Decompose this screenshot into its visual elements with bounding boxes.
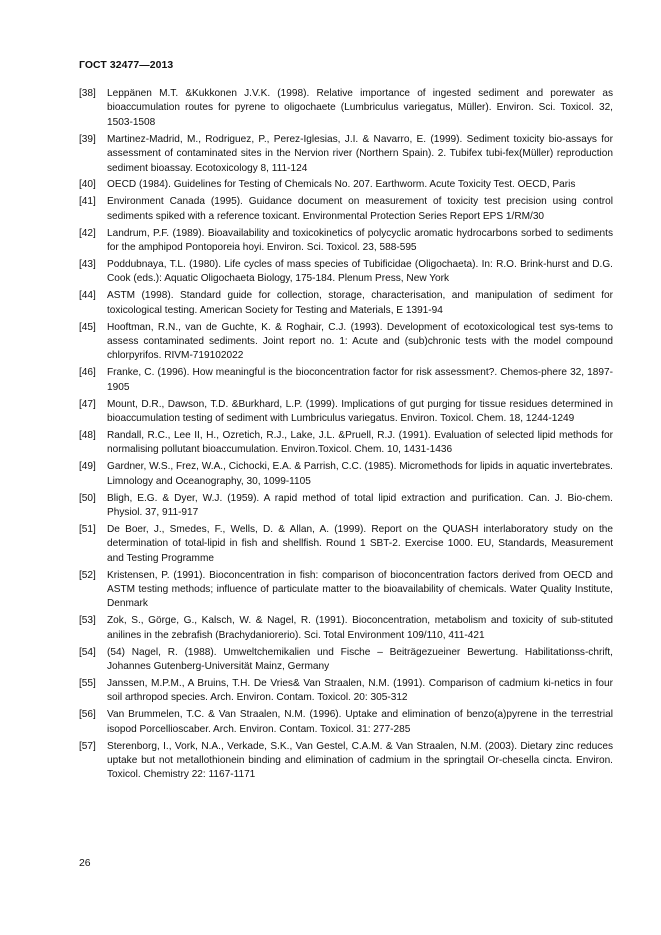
reference-item bbox=[79, 523, 613, 566]
reference-number: [54] bbox=[79, 646, 96, 658]
reference-item bbox=[79, 708, 613, 737]
reference-item bbox=[79, 133, 613, 176]
reference-number: [56] bbox=[79, 709, 96, 721]
reference-number: [53] bbox=[79, 615, 96, 627]
reference-item bbox=[79, 195, 613, 224]
reference-item bbox=[79, 87, 613, 130]
reference-item bbox=[79, 492, 613, 521]
reference-number: [48] bbox=[79, 429, 96, 441]
reference-text: Leppänen M.T. &Kukkonen J.V.K. (1998). Relative importance of ingested sediment and porewater as bioaccumulation routes for pyrene to oligochaete (Lumbriculus variegatus, Müller). Environ. Sci. Toxicol. 32, 1503-1508 bbox=[107, 88, 613, 128]
reference-text: Janssen, M.P.M., A Bruins, T.H. De Vries& Van Straalen, N.M. (1991). Comparison of cadmium ki-netics in four soil arthropod species. Arch. Environ. Contam. Toxicol. 20: 305-312 bbox=[107, 677, 613, 704]
reference-text: Sterenborg, I., Vork, N.A., Verkade, S.K., Van Gestel, C.A.M. & Van Straalen, N.M. (2003). Dietary zinc reduces uptake but not metallothionein binding and elimination of cadmium in the springtail Or-chesella cincta. Environ. Toxicol. Chemistry 22: 1167-1171 bbox=[107, 740, 613, 781]
reference-number: [40] bbox=[79, 179, 96, 191]
page-number: 26 bbox=[79, 858, 91, 869]
reference-number: [39] bbox=[79, 133, 96, 145]
reference-item bbox=[79, 227, 613, 256]
reference-item bbox=[79, 258, 613, 287]
reference-text: ASTM (1998). Standard guide for collection, storage, characterisation, and manipulation of sediment for toxicological testing. American Society for Testing and Materials, E 1391-94 bbox=[107, 290, 613, 316]
reference-number: [51] bbox=[79, 523, 96, 535]
reference-text: Environment Canada (1995). Guidance document on measurement of toxicity test precision using control sediments spiked with a reference toxicant. Environmental Protection Series Report EPS 1/RM/30 bbox=[107, 196, 613, 222]
reference-number: [43] bbox=[79, 258, 96, 270]
reference-item bbox=[79, 289, 613, 318]
document-header: ГОСТ 32477—2013 bbox=[79, 60, 174, 71]
reference-item bbox=[79, 460, 613, 489]
reference-text: Kristensen, P. (1991). Bioconcentration in fish: comparison of bioconcentration factors derived from OECD and ASTM testing methods; influence of particulate matter to the bioavailability of chemicals. Water Quality Institute, Denmark bbox=[107, 569, 613, 610]
reference-text: Martinez-Madrid, M., Rodriguez, P., Perez-Iglesias, J.I. & Navarro, E. (1999). Sediment toxicity bio-assays for assessment of contaminated sites in the Nervion river (Northern Spain). 2. Tubifex tubi-fex(Müller) reproduction sediment bioassay. Ecotoxicology 8, 111-124 bbox=[107, 133, 613, 174]
reference-item bbox=[79, 614, 613, 643]
reference-text: Poddubnaya, T.L. (1980). Life cycles of mass species of Tubificidae (Oligochaeta). In: R.O. Brink-hurst and D.G. Cook (eds.): Aquatic Oligochaeta Biology, 175-184. Plenum Press, New York bbox=[107, 258, 613, 285]
reference-text: Mount, D.R., Dawson, T.D. &Burkhard, L.P. (1999). Implications of gut purging for tissue residues determined in bioaccumulation testing of sediment with Lumbriculus variegatus. Environ. Toxicol. Chem. 18, 1244-1249 bbox=[107, 398, 613, 425]
reference-list bbox=[79, 87, 613, 785]
reference-number: [49] bbox=[79, 461, 96, 473]
reference-number: [57] bbox=[79, 740, 96, 752]
reference-item bbox=[79, 740, 613, 783]
reference-item bbox=[79, 569, 613, 612]
reference-number: [45] bbox=[79, 321, 96, 333]
reference-number: [50] bbox=[79, 492, 96, 504]
reference-item bbox=[79, 429, 613, 458]
reference-text: De Boer, J., Smedes, F., Wells, D. & Allan, A. (1999). Report on the QUASH interlaboratory study on the determination of total-lipid in fish and shellfish. Round 1 SBT-2. Exercise 1000. EU, Standards, Measurement and Testing Programme bbox=[107, 523, 613, 564]
reference-number: [46] bbox=[79, 367, 96, 379]
reference-text: Van Brummelen, T.C. & Van Straalen, N.M. (1996). Uptake and elimination of benzo(a)pyrene in the terrestrial isopod Porcellioscaber. Arch. Environ. Contam. Toxicol. 31: 277-285 bbox=[107, 709, 613, 735]
reference-item bbox=[79, 321, 613, 364]
reference-text: Hooftman, R.N., van de Guchte, K. & Roghair, C.J. (1993). Development of ecotoxicological test sys-tems to assess contaminated sediments. Joint report no. 1: Acute and (sub)chronic tests with the model compound chlorpyrifos. RIVM-719102022 bbox=[107, 321, 613, 362]
reference-number: [41] bbox=[79, 196, 96, 208]
reference-text: Bligh, E.G. & Dyer, W.J. (1959). A rapid method of total lipid extraction and purification. Can. J. Bio-chem. Physiol. 37, 911-917 bbox=[107, 492, 613, 518]
reference-number: [44] bbox=[79, 290, 96, 302]
reference-number: [52] bbox=[79, 569, 96, 581]
reference-text: OECD (1984). Guidelines for Testing of Chemicals No. 207. Earthworm. Acute Toxicity Test. OECD, Paris bbox=[107, 179, 576, 191]
reference-item bbox=[79, 646, 613, 675]
reference-item bbox=[79, 398, 613, 427]
reference-item bbox=[79, 178, 613, 192]
reference-text: Randall, R.C., Lee II, H., Ozretich, R.J., Lake, J.L. &Pruell, R.J. (1991). Evaluation of selected lipid methods for normalising pollutant bioaccumulation. Environ.Toxicol. Chem. 10, 1431-1436 bbox=[107, 429, 613, 456]
reference-text: (54) Nagel, R. (1988). Umweltchemikalien und Fische – Beiträgezueiner Bewertung. Habilitationss-chrift, Johannes Gutenberg-Universität Mainz, Germany bbox=[107, 646, 613, 673]
reference-number: [47] bbox=[79, 398, 96, 410]
reference-item bbox=[79, 677, 613, 706]
reference-text: Landrum, P.F. (1989). Bioavailability and toxicokinetics of polycyclic aromatic hydrocarbons sorbed to sediments for the amphipod Pontoporeia hoyi. Environ. Sci. Toxicol. 23, 588-595 bbox=[107, 227, 613, 254]
reference-number: [38] bbox=[79, 88, 96, 99]
reference-item bbox=[79, 366, 613, 395]
reference-number: [42] bbox=[79, 227, 96, 239]
reference-text: Franke, C. (1996). How meaningful is the bioconcentration factor for risk assessment?. Chemos-phere 32, 1897-1905 bbox=[107, 367, 613, 393]
reference-number: [55] bbox=[79, 677, 96, 689]
reference-text: Zok, S., Görge, G., Kalsch, W. & Nagel, R. (1991). Bioconcentration, metabolism and toxicity of sub-stituted anilines in the zebrafish (Brachydaniorerio). Sci. Total Environment 109/110, 411-421 bbox=[107, 615, 613, 641]
reference-text: Gardner, W.S., Frez, W.A., Cichocki, E.A. & Parrish, C.C. (1985). Micromethods for lipids in aquatic invertebrates. Limnology and Oceanography, 30, 1099-1105 bbox=[107, 461, 613, 487]
